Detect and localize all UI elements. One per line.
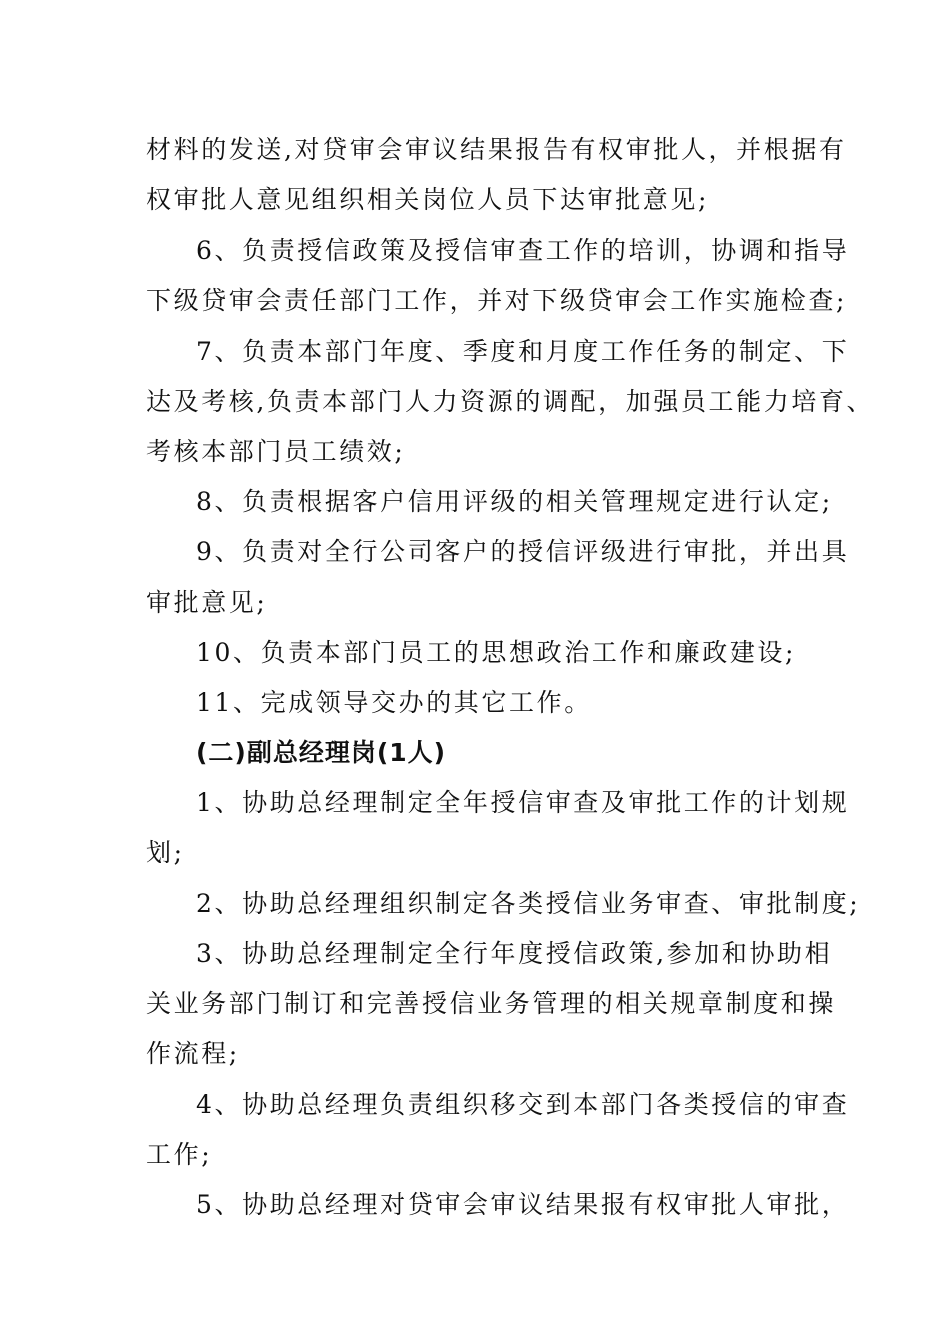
list-item: 5、协助总经理对贷审会审议结果报有权审批人审批， <box>196 1190 850 1219</box>
section-heading: (二)副总经理岗(1人) <box>196 738 447 767</box>
list-item: 10、负责本部门员工的思想政治工作和廉政建设; <box>196 638 797 667</box>
paragraph-line: 下级贷审会责任部门工作，并对下级贷审会工作实施检查; <box>146 286 848 315</box>
paragraph-line: 划; <box>146 838 185 867</box>
paragraph-line: 权审批人意见组织相关岗位人员下达审批意见; <box>146 185 710 214</box>
paragraph-line: 关业务部门制订和完善授信业务管理的相关规章制度和操 <box>146 989 837 1018</box>
paragraph-line: 达及考核,负责本部门人力资源的调配，加强员工能力培育、 <box>146 387 875 416</box>
list-item: 11、完成领导交办的其它工作。 <box>196 688 592 717</box>
list-item: 8、负责根据客户信用评级的相关管理规定进行认定; <box>196 487 833 516</box>
paragraph-line: 工作; <box>146 1140 213 1169</box>
list-item: 3、协助总经理制定全行年度授信政策,参加和协助相 <box>196 939 833 968</box>
paragraph-line: 作流程; <box>146 1039 240 1068</box>
list-item: 2、协助总经理组织制定各类授信业务审查、审批制度; <box>196 889 861 918</box>
paragraph-line: 材料的发送,对贷审会审议结果报告有权审批人，并根据有 <box>146 135 847 164</box>
list-item: 6、负责授信政策及授信审查工作的培训，协调和指导 <box>196 236 850 265</box>
paragraph-line: 考核本部门员工绩效; <box>146 437 406 466</box>
list-item: 4、协助总经理负责组织移交到本部门各类授信的审查 <box>196 1090 850 1119</box>
list-item: 9、负责对全行公司客户的授信评级进行审批，并出具 <box>196 537 850 566</box>
list-item: 7、负责本部门年度、季度和月度工作任务的制定、下 <box>196 337 850 366</box>
paragraph-line: 审批意见; <box>146 588 268 617</box>
list-item: 1、协助总经理制定全年授信审查及审批工作的计划规 <box>196 788 850 817</box>
